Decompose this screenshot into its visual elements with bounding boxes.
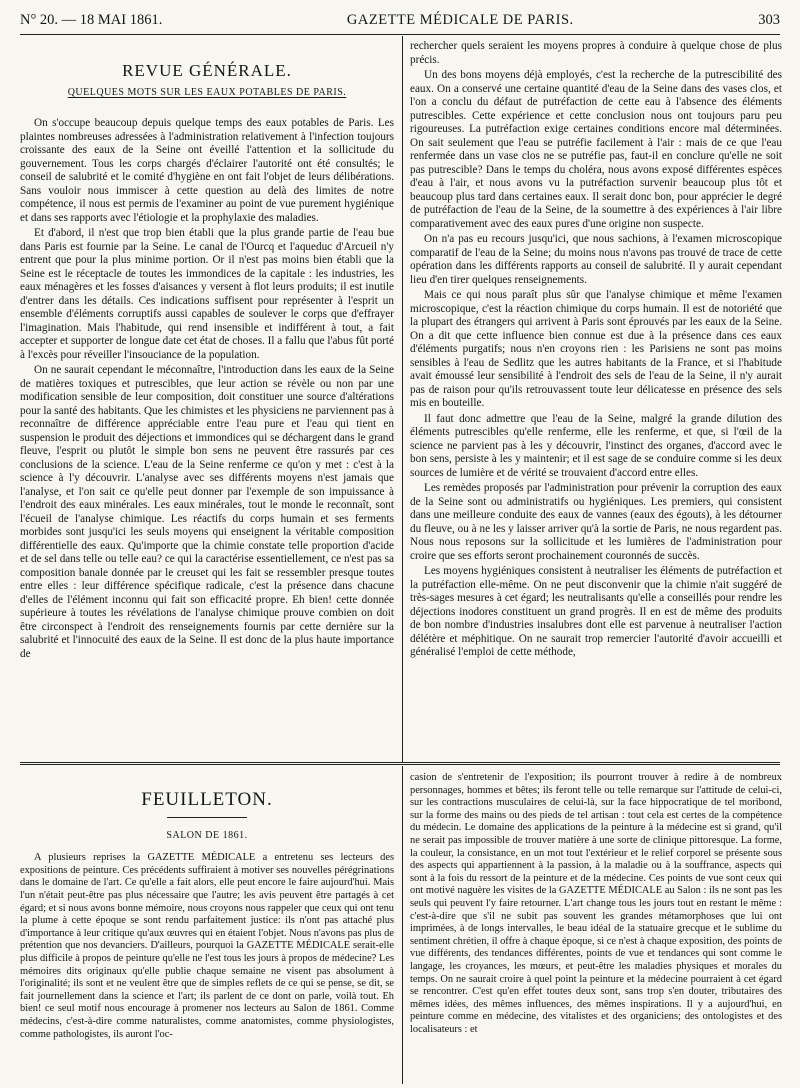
feuilleton-left-column [20,768,394,1084]
revue-right-column [410,40,782,760]
header-rule [20,34,780,35]
revue-left-column [20,38,394,760]
paragraph: On s'occupe beaucoup depuis quelque temps des eaux potables de Paris. Les plaintes nombreuses adressées à l'administration relativement à l'infection toujours croissante des eaux de la Seine ont éveillé l'attention et la sollicitude du gouvernement. Tous les corps chargés d'éclairer l'autorité ont été consultés; le conseil de salubrité et le comité d'hygiène en ont fait l'objet de leurs délibérations. Sans vouloir nous immiscer à cette question au delà des limites de notre compétence, il nous est permis de l'examiner au point de vue purement hygiénique et dans ses rapports avec l'étiologie et la prophylaxie des maladies. [20,117,394,224]
journal-title: GAZETTE MÉDICALE DE PARIS. [346,11,574,28]
paragraph: Mais ce qui nous paraît plus sûr que l'analyse chimique et même l'examen microscopique, c'est la réaction chimique du corps humain. Il est de notoriété que la plupart des étrangers qui arrivent à Paris sont éprouvés par les eaux de la Seine. On a dit que cette influence bien connue est due à la présence dans ces eaux d'éléments purgatifs; nous n'en croyons rien : les Parisiens ne sont pas moins sensibles à l'eau de Sedlitz que les autres habitants de la France, et si l'habitude avait émoussé leur sensibilité à l'endroit des sels de l'eau de la Seine, il n'y aurait pas de raison pour qu'ils retrouvassent toute leur délicatesse en présence des sels mis en bouteille. [410,289,782,409]
page-header [20,6,780,34]
paragraph: A plusieurs reprises la GAZETTE MÉDICALE a entretenu ses lecteurs des expositions de peinture. Ces précédents suffiraient à motiver ses nouvelles pérégrinations dans le domaine de l'art. Ce qu'elle a fait alors, elle peut encore le faire aujourd'hui. Mais l'un n'était peut-être pas plus nécessaire que l'autre; les avis peuvent être partagés à cet égard; et si nous avons bonne mémoire, nous croyons nous rappeler que ceux qui ont tenu la plume à cette époque se sont rendu parfaitement justice: ils n'ont pas attaché plus d'importance à leur critique qu'aux œuvres qui en étaient l'objet. Nous n'avons pas plus de prétention que nos devanciers. D'ailleurs, pourquoi la GAZETTE MÉDICALE serait-elle plus difficile à propos de peinture qu'elle ne l'est tous les jours à propos de médecine? Les mémoires dits originaux qu'elle publie chaque semaine ne visent pas absolument à l'originalité; ils sont et ne veulent être que de simples reflets de ce qui se pense, se dit, se fait journellement dans la science et l'art; ils parlent de ce dont on parle, voilà tout. Eh bien! ce seul motif nous encourage à promener nos lecteurs au Salon de 1861. Comme médecins, c'est-à-dire comme naturalistes, comme anatomistes, comme physiologistes, comme pathologistes, ils auront l'oc- [20,852,394,1040]
paragraph: On n'a pas eu recours jusqu'ici, que nous sachions, à l'examen microscopique comparatif de l'eau de la Seine; du moins nous n'avons pas trouvé de trace de cette opération dans les différents rapports au conseil de salubrité. Il y aurait cependant lieu d'en tirer quelques renseignements. [410,233,782,286]
title-rule [167,817,247,818]
feuilleton-right-column [410,772,782,1084]
feuilleton-divider [20,762,780,765]
paragraph: Les moyens hygiéniques consistent à neutraliser les éléments de putréfaction et la putréfaction elle-même. On ne peut disconvenir que la chimie n'ait suggéré de très-sages mesures à cet égard; les neutralisants qu'elle a conseillés pour rendre les déjections inodores constituent un grand progrès. Il en est de même des produits de bon nombre d'industries insalubres dont elle est parvenue à neutraliser l'action délétère et méphitique. On ne saurait trop remercier l'autorité d'avoir accueilli et généralisé l'emploi de cette méthode, [410,565,782,658]
column-divider [402,766,403,1084]
paragraph: On ne saurait cependant le méconnaître, l'introduction dans les eaux de la Seine de matières toxiques et putrescibles, que leur action se révèle ou non par une modification sensible de leur composition, doit constituer une source d'altérations pour la santé des habitants. Que les chimistes et les physiciens ne parviennent pas à reconnaître de différence appréciable entre l'eau pure et l'eau qui tient en suspension le produit des déjections et immondices qui se déchargent dans le grand fleuve, l'esprit ou plutôt le simple bon sens ne peuvent être rassurés par ces conclusions de la science. L'eau de la Seine renferme ce qu'on y met : c'est à la science à l'y découvrir. L'analyse avec ses différents moyens n'est jamais que l'analyse, et l'on sait ce qu'elle peut donner par l'exemple de son impuissance à l'endroit des eaux minérales. Les eaux minérales, tout le monde le reconnaît, sont l'écueil de l'analyse chimique. Les réactifs du corps humain et ses ferments morbides sont jusqu'ici les seuls moyens qui enseignent la véritable composition différentielle des eaux. Qu'importe que la chimie constate telle proportion d'acide et de sel dans telle ou telle eau? ce qui la caractérise essentiellement, ce n'est pas sa composition banale donnée par le creuset qui les fait se ressembler presque toutes entre elles : leur différence spécifique radicale, c'est la présence dans chacune d'elles de l'élément inconnu qui fait son efficacité propre. Eh bien! cette donnée supérieure à toutes les révélations de l'analyse chimique prouve combien on doit être circonspect à l'endroit des renseignements fournis par cette dernière sur la salubrité et l'innocuité des eaux de la Seine. Il est donc de la plus haute importance de [20,364,394,660]
paragraph: casion de s'entretenir de l'exposition; ils pourront trouver à redire à de nombreux personnages, hommes et bêtes; ils feront telle ou telle remarque sur l'attitude de celui-ci, sur les contractions musculaires de celui-là, sur la face hippocratique de tel moribond, sur la forme des mains ou des pieds de tel artisan : tout cela est certes de la compétence du médecin. Le domaine des applications de la peinture à la médecine est si grand, qu'il ne serait pas impossible de trouver matière à une sorte de clinique pittoresque. La forme, la couleur, la consistance, en un mot tout l'extérieur et le relief corporel se présente sous des aspects qui appartiennent à la passion, à la maladie ou à la souffrance, aspects qui sont à la fois du ressort de la peinture et de la médecine. Ces points de vue sont ceux qui ont motivé naguère les visites de la GAZETTE MÉDICALE au Salon : ils ne sont pas les seuls qui peuvent l'y faire retourner. L'art change tous les jours tout en restant le même : c'est-à-dire que s'il ne subit pas souvent les grandes métamorphoses que lui ont imprimées, à de longs intervalles, le beau idéal de la statuaire grecque et le sublime du sentiment chrétien, il offre à chaque époque, si ce n'est à chaque exposition, des points de vue différents, des tendances différentes, points de vue et tendances qui sont comme le langage, les croyances, les mœurs, et peut-être les maladies physiques et morales du temps. On ne saurait croire à quel point la peinture et la médecine pourraient à cet égard se rencontrer. C'est qu'en effet toutes deux sont, sans trop s'en douter, tributaires des mêmes idées, des mêmes influences, des mêmes inspirations. Il y a aujourd'hui, en peinture comme en médecine, des vitalistes et des organiciens; des ontologistes et des localisateurs : et [410,772,782,1035]
section-title: REVUE GÉNÉRALE. [122,61,292,80]
issue-date: N° 20. — 18 MAI 1861. [20,11,163,28]
paragraph: Un des bons moyens déjà employés, c'est la recherche de la putrescibilité des eaux. On a conservé une certaine quantité d'eau de la Seine dans des vases clos, et l'on a conclu du défaut de putréfaction de cette eau à l'absence des éléments putrescibles. Cette expérience et cette conclusion nous ont toujours paru peu rigoureuses. La putréfaction exige certaines conditions encore mal déterminées. On sait seulement que l'eau se putréfie facilement à l'air : mais de ce que l'eau renfermée dans un vase clos ne se putréfie pas, faut-il en conclure qu'elle ne soit pas putrescible? Dans le temps du choléra, nous avons exposé différentes espèces d'eau à l'air, et nous avons vu la putréfaction survenir beaucoup plus tôt et beaucoup plus tard dans certaines eaux. Il serait donc bon, pour apprécier le degré de putréfaction de l'eau de la Seine, de la soumettre à des expériences à l'air libre comparativement avec des eaux pures d'une origine non suspecte. [410,69,782,230]
paragraph: Et d'abord, il n'est que trop bien établi que la plus grande partie de l'eau bue dans Paris est fournie par la Seine. Le canal de l'Ourcq et l'aqueduc d'Arcueil n'y entrent que pour la plus minime portion. Or il n'est pas moins bien établi que la Seine est le réceptacle de toutes les immondices de la capitale : les industries, les eaux ménagères et les fosses d'aisances y versent à flot leurs produits; il est inutile d'entrer dans les détails. Ces indications suffisent pour représenter à l'esprit un ensemble d'éléments corruptifs aussi capables de soulever le corps que d'effrayer l'imagination. Mais l'habitude, qui rend insensible et indifférent à tout, a fait accepter et supporter de longue date cet état de choses. Il a fallu que l'abus fût porté à l'excès pour réveiller l'insouciance de la population. [20,227,394,361]
paragraph: rechercher quels seraient les moyens propres à conduire à quelque chose de plus précis. [410,40,782,66]
paragraph: Il faut donc admettre que l'eau de la Seine, malgré la grande dilution des éléments putrescibles qu'elle renferme, elle les renferme, et que, si l'œil de la science ne parvient pas à les y découvrir, l'instinct des organes, d'accord avec le bon sens, persiste à les y maintenir; et il est sage de se conduire comme si les deux sources de lumière et de vérité se trouvaient d'accord entre elles. [410,412,782,479]
section-subtitle: QUELQUES MOTS SUR LES EAUX POTABLES DE PARIS. [67,86,347,98]
feuilleton-title: FEUILLETON. [141,789,273,810]
feuilleton-subtitle: SALON DE 1861. [166,829,248,841]
paragraph: Les remèdes proposés par l'administration pour prévenir la corruption des eaux de la Seine sont ou administratifs ou hygiéniques. Les premiers, qui consistent dans une meilleure conduite des eaux de vannes (eaux des égouts), à les détourner du fleuve, ou à ne les y laisser arriver qu'à la sortie de Paris, ne nous regardent pas. Nous nous reposons sur la sollicitude et les lumières de l'administration pour croire que ses efforts seront prochainement couronnés de succès. [410,482,782,562]
page-number: 303 [758,11,780,28]
column-divider [402,36,403,762]
